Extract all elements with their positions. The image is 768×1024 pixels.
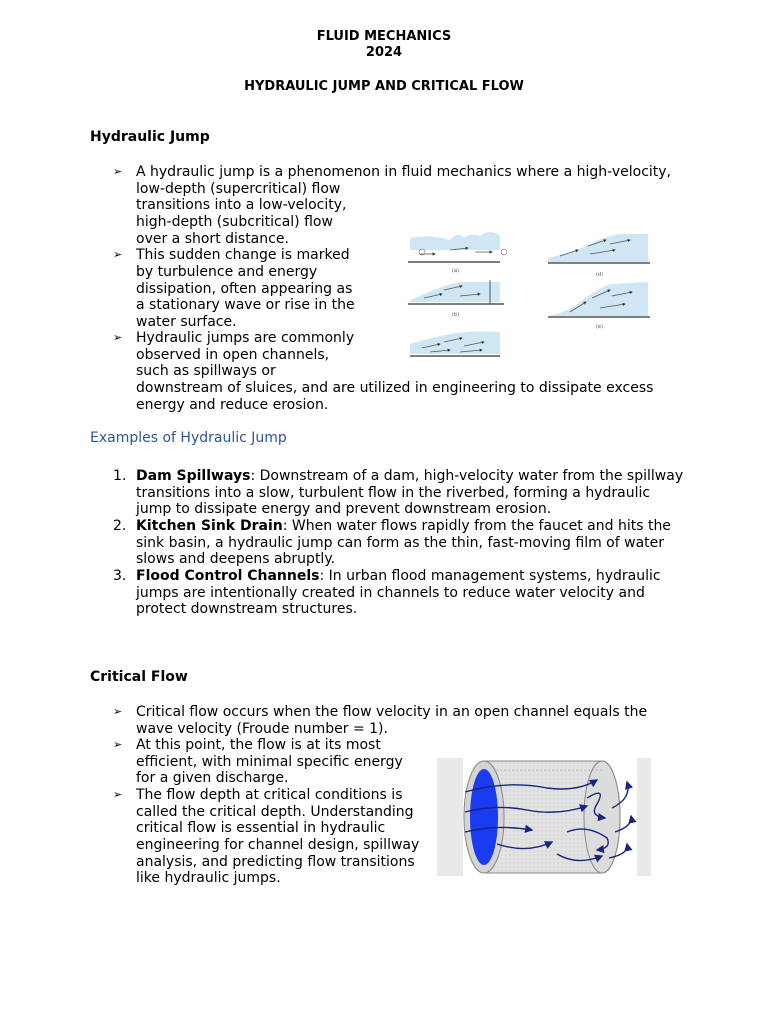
hj-bullet1-line5: over a short distance. <box>136 231 289 247</box>
bullet-arrow-icon: ➢ <box>113 248 123 261</box>
figure-label-b: (b) <box>452 312 460 318</box>
course-year: 2024 <box>365 45 403 60</box>
example-1-line2: transitions into a slow, turbulent flow in the riverbed, forming a hydraulic <box>136 485 651 501</box>
document-title: HYDRAULIC JUMP AND CRITICAL FLOW <box>244 79 524 94</box>
hj-bullet3-line4: downstream of sluices, and are utilized in engineering to dissipate excess <box>136 380 654 396</box>
cf-bullet1-line1: Critical flow occurs when the flow velocity in an open channel equals the <box>136 704 648 720</box>
example-number: 2. <box>113 518 127 534</box>
example-number: 1. <box>113 468 127 484</box>
hj-bullet1-line2: low-depth (supercritical) flow <box>136 181 341 197</box>
example-1-term: Dam Spillways <box>136 468 251 484</box>
cf-bullet2-line2: efficient, with minimal specific energy <box>136 754 403 770</box>
example-number: 3. <box>113 568 127 584</box>
hj-bullet1-line3: transitions into a low-velocity, <box>136 197 347 213</box>
hj-bullet1-line4: high-depth (subcritical) flow <box>136 214 333 230</box>
hj-bullet2-line4: a stationary wave or rise in the <box>136 297 355 313</box>
example-3-term: Flood Control Channels <box>136 568 320 584</box>
example-2-line2: sink basin, a hydraulic jump can form as the thin, fast-moving film of water <box>136 535 665 551</box>
bullet-arrow-icon: ➢ <box>113 738 123 751</box>
example-3-line2: jumps are intentionally created in channels to reduce water velocity and <box>136 585 645 601</box>
cf-bullet2-line3: for a given discharge. <box>136 770 289 786</box>
jump-diagram-e <box>548 282 650 330</box>
examples-heading: Examples of Hydraulic Jump <box>90 430 287 446</box>
cf-bullet3-line5: analysis, and predicting flow transitions <box>136 854 415 870</box>
cf-bullet3-line2: called the critical depth. Understanding <box>136 804 414 820</box>
figure-label-d: (d) <box>596 272 604 278</box>
example-3-line3: protect downstream structures. <box>136 601 358 617</box>
example-2-line1 <box>136 518 671 535</box>
hj-bullet2-line5: water surface. <box>136 314 237 330</box>
course-title: FLUID MECHANICS <box>316 29 452 44</box>
jump-diagram-b <box>408 280 504 318</box>
hj-bullet2-line1: This sudden change is marked <box>136 247 350 263</box>
hj-bullet3-line5: energy and reduce erosion. <box>136 397 329 413</box>
cf-bullet3-line1: The flow depth at critical conditions is <box>136 787 403 803</box>
hj-bullet2-line2: by turbulence and energy <box>136 264 318 280</box>
jump-diagram-a <box>408 232 507 274</box>
cf-bullet3-line3: critical flow is essential in hydraulic <box>136 820 386 836</box>
hj-bullet2-line3: dissipation, often appearing as <box>136 281 353 297</box>
example-2-desc: : When water flows rapidly from the faucet and hits the <box>282 518 671 534</box>
example-3-desc: : In urban flood management systems, hydraulic <box>319 568 661 584</box>
example-1-desc: : Downstream of a dam, high-velocity water from the spillway <box>250 468 684 484</box>
bullet-arrow-icon: ➢ <box>113 331 123 344</box>
bullet-arrow-icon: ➢ <box>113 705 123 718</box>
example-1-line1 <box>136 468 683 485</box>
cf-bullet3-line4: engineering for channel design, spillway <box>136 837 420 853</box>
example-3-line1 <box>136 568 661 585</box>
hydraulic-jump-heading: Hydraulic Jump <box>90 129 210 145</box>
example-1-line3: jump to dissipate energy and prevent downstream erosion. <box>136 501 552 517</box>
bullet-arrow-icon: ➢ <box>113 165 123 178</box>
pipe-flow-figure <box>437 758 651 876</box>
figure-label-a: (a) <box>452 268 459 274</box>
cf-bullet1-line2: wave velocity (Froude number = 1). <box>136 721 388 737</box>
example-2-line3: slows and deepens abruptly. <box>136 551 336 567</box>
hj-bullet3-line2: observed in open channels, <box>136 347 330 363</box>
figure-label-e: (e) <box>596 324 603 330</box>
pipe-backdrop-left <box>437 758 463 876</box>
jump-diagram-d <box>548 234 650 278</box>
hj-bullet1-line1: A hydraulic jump is a phenomenon in fluid mechanics where a high-velocity, <box>136 164 672 180</box>
cf-bullet2-line1: At this point, the flow is at its most <box>136 737 381 753</box>
hj-bullet3-line1: Hydraulic jumps are commonly <box>136 330 355 346</box>
pipe-backdrop-right <box>637 758 651 876</box>
hj-bullet3-line3: such as spillways or <box>136 363 276 379</box>
bullet-arrow-icon: ➢ <box>113 788 123 801</box>
cf-bullet3-line6: like hydraulic jumps. <box>136 870 281 886</box>
hydraulic-jump-figure <box>400 222 668 362</box>
jump-diagram-c <box>410 331 500 356</box>
critical-flow-heading: Critical Flow <box>90 669 188 685</box>
example-2-term: Kitchen Sink Drain <box>136 518 283 534</box>
pipe-opening <box>470 769 498 865</box>
